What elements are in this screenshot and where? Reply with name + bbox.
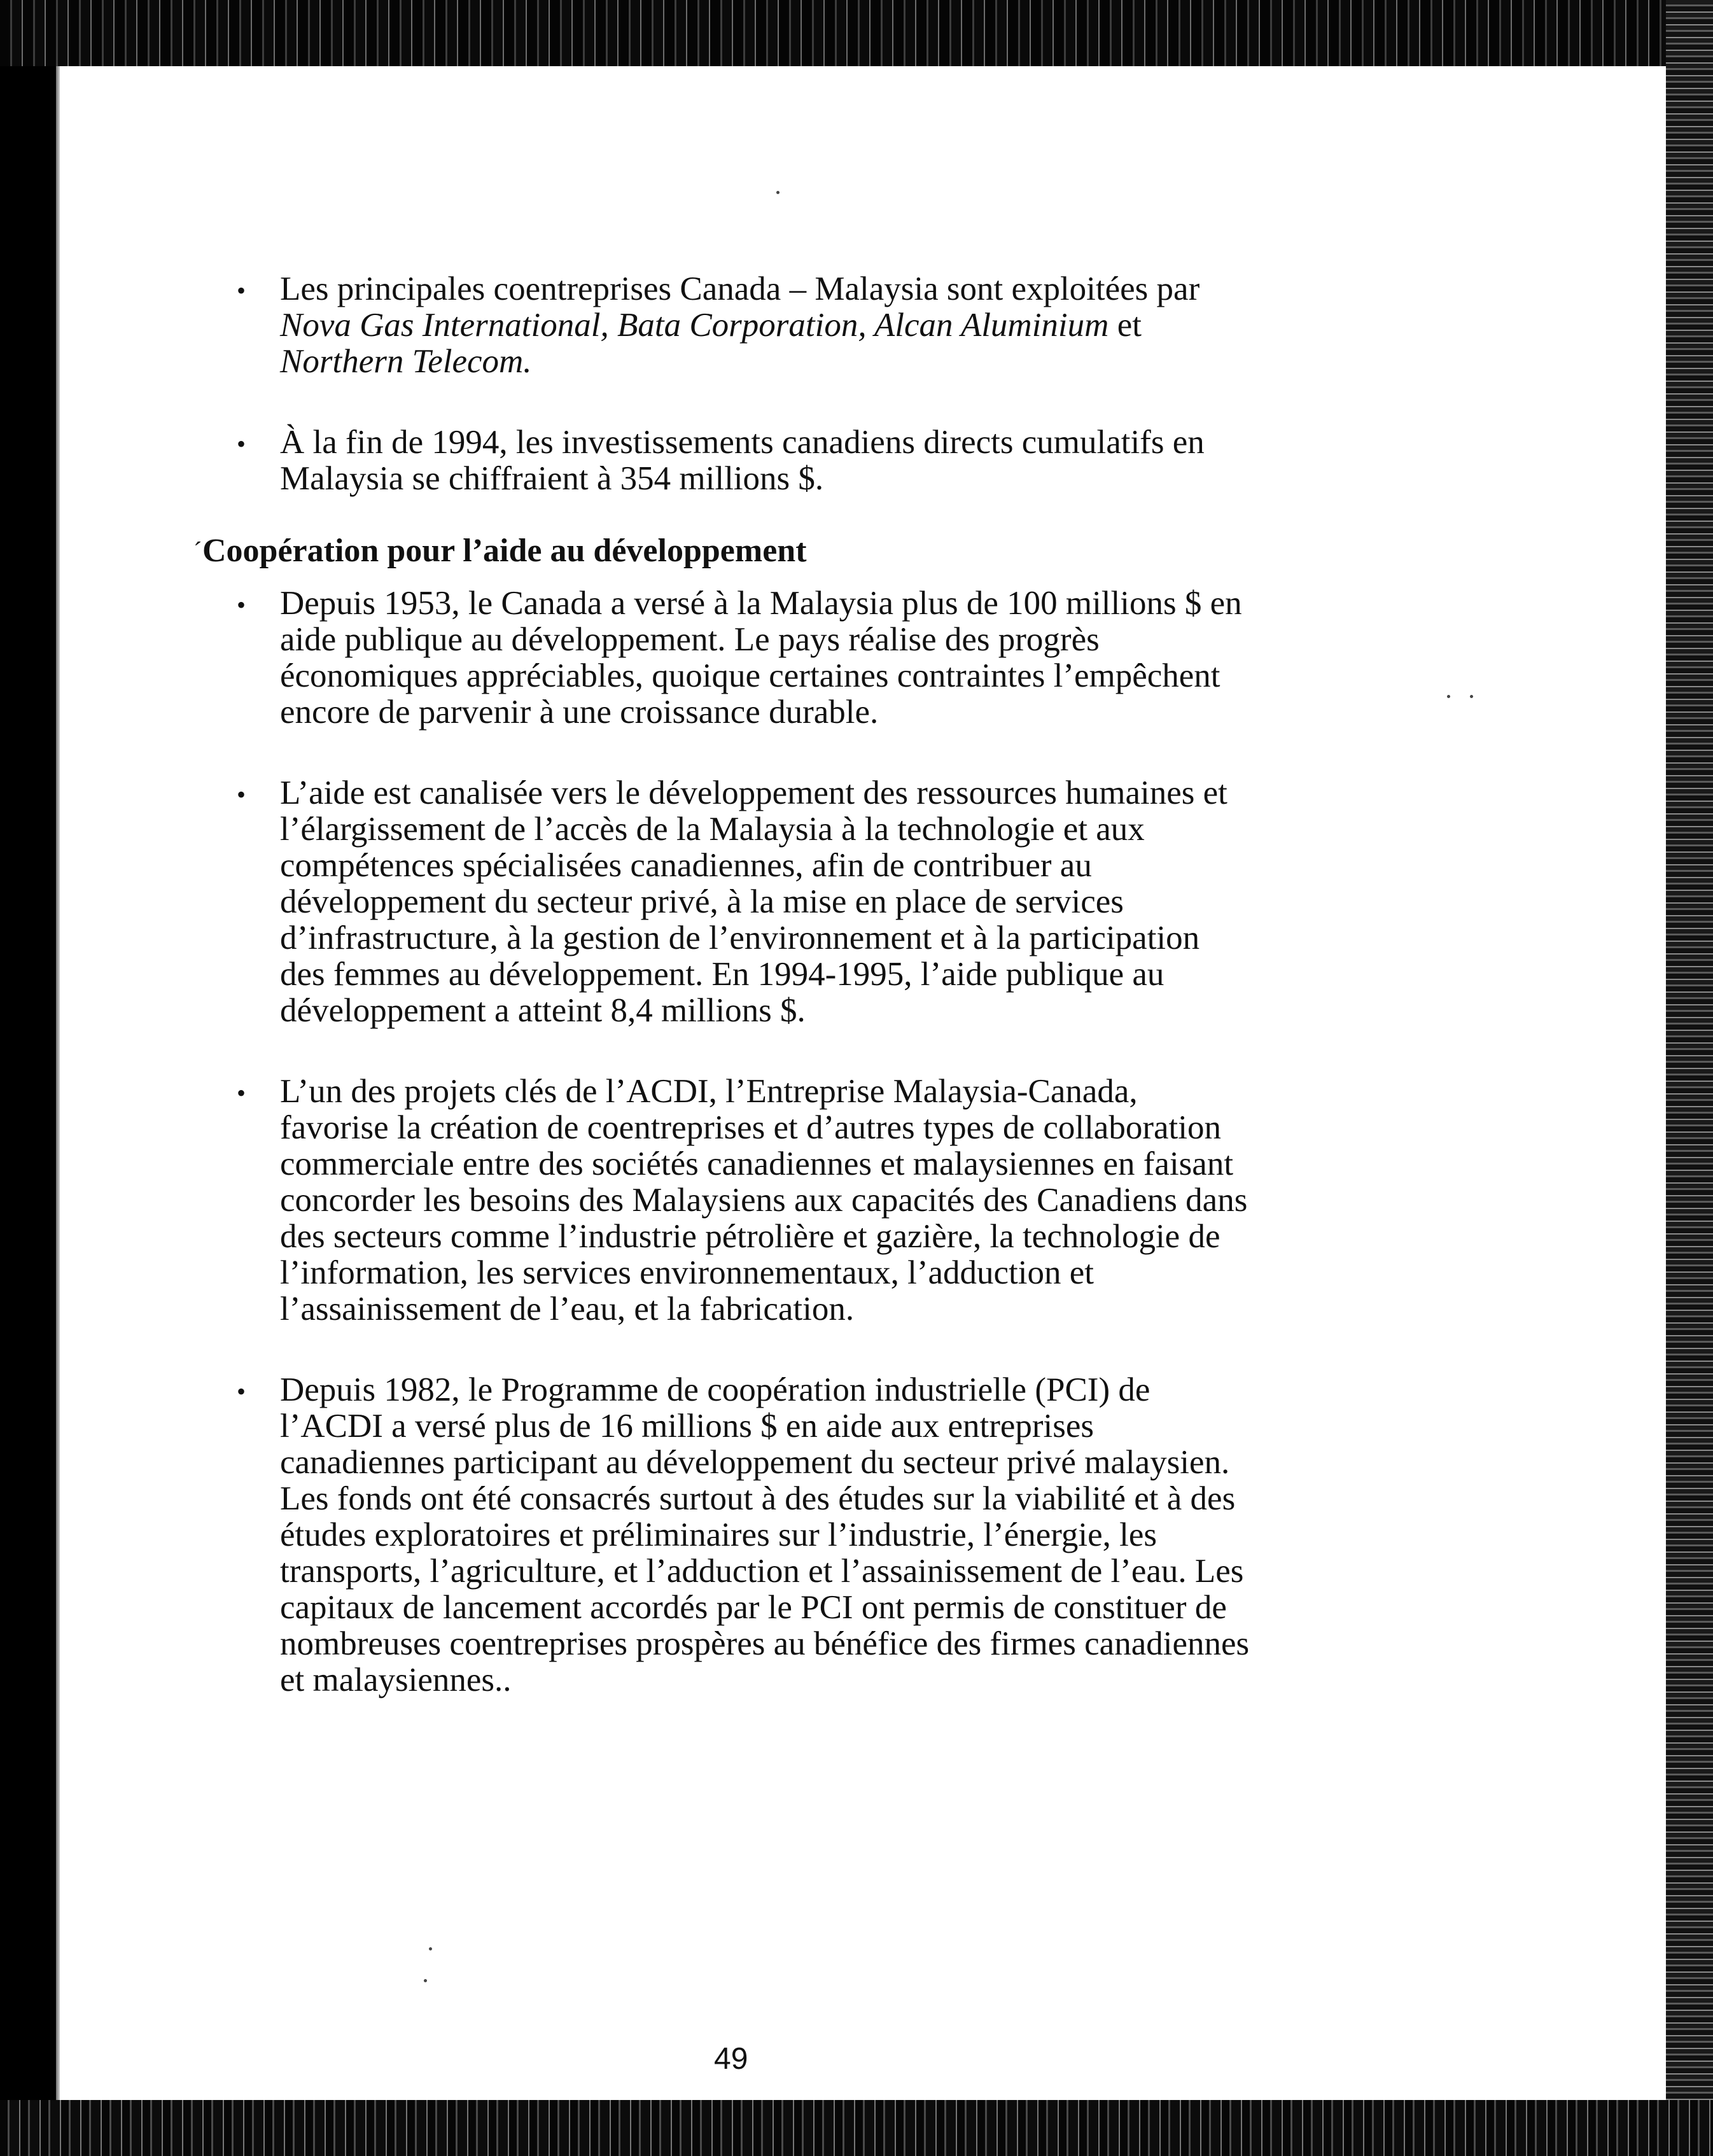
- text-line: développement du secteur privé, à la mise en place de services: [280, 883, 1124, 920]
- text-line: économiques appréciables, quoique certaines contraintes l’empêchent: [280, 657, 1220, 694]
- text-line: l’assainissement de l’eau, et la fabrication.: [280, 1291, 855, 1327]
- text-line: des secteurs comme l’industrie pétrolière et gazière, la technologie de: [280, 1218, 1220, 1255]
- company-name: Northern Telecom.: [280, 343, 532, 380]
- text-line: nombreuses coentreprises prospères au bénéfice des firmes canadiennes: [280, 1625, 1250, 1662]
- bullet-text: [280, 1074, 1362, 1327]
- bullet-icon: •: [237, 430, 246, 458]
- section-heading-text: Coopération pour l’aide au développement: [202, 533, 807, 569]
- bullet-icon: •: [237, 1377, 246, 1406]
- text-line: développement a atteint 8,4 millions $.: [280, 992, 806, 1029]
- bullet-text: [280, 585, 1362, 731]
- text-line: l’élargissement de l’accès de la Malaysia à la technologie et aux: [280, 811, 1145, 848]
- text-line: compétences spécialisées canadiennes, afin de contribuer au: [280, 847, 1092, 884]
- text-line: Depuis 1982, le Programme de coopération industrielle (PCI) de: [280, 1371, 1150, 1408]
- text-line: l’ACDI a versé plus de 16 millions $ en aide aux entreprises: [280, 1408, 1094, 1445]
- bullet-icon: •: [237, 591, 246, 619]
- text-line: encore de parvenir à une croissance durable.: [280, 694, 879, 731]
- bullet-item: [237, 424, 1362, 497]
- scan-speck: [776, 191, 780, 194]
- section-heading: [193, 533, 1362, 569]
- bullet-item: [237, 1371, 1362, 1698]
- bullet-text: [280, 1372, 1362, 1698]
- scan-border-right: [1666, 0, 1713, 2156]
- bullet-item: [237, 585, 1362, 731]
- section-bullet-list: [237, 585, 1362, 1698]
- scan-border-bottom: [0, 2100, 1713, 2156]
- text-fragment: et: [1108, 307, 1142, 344]
- text-line: études exploratoires et préliminaires sur l’industrie, l’énergie, les: [280, 1516, 1157, 1553]
- scan-speck: [429, 1947, 432, 1950]
- text-line: Les fonds ont été consacrés surtout à des études sur la viabilité et à des: [280, 1480, 1236, 1517]
- text-line: des femmes au développement. En 1994-1995, l’aide publique au: [280, 956, 1164, 993]
- scan-speck: [1447, 695, 1450, 698]
- bullet-icon: •: [237, 276, 246, 305]
- text-line: transports, l’agriculture, et l’adduction et l’assainissement de l’eau. Les: [280, 1553, 1244, 1590]
- text-line: Les principales coentreprises Canada – Malaysia sont exploitées par: [280, 270, 1200, 307]
- text-line: Depuis 1953, le Canada a versé à la Malaysia plus de 100 millions $ en: [280, 585, 1242, 622]
- bullet-item: [237, 774, 1362, 1029]
- text-line: concorder les besoins des Malaysiens aux capacités des Canadiens dans: [280, 1182, 1248, 1219]
- text-line: d’infrastructure, à la gestion de l’environnement et à la participation: [280, 920, 1200, 956]
- text-line: et malaysiennes..: [280, 1662, 512, 1698]
- scan-speck: [1470, 695, 1473, 698]
- text-line: canadiennes participant au développement du secteur privé malaysien.: [280, 1444, 1230, 1481]
- body-text: [193, 270, 1362, 1698]
- binding-edge: [50, 66, 60, 2100]
- text-line: Malaysia se chiffraient à 354 millions $.: [280, 460, 824, 497]
- bullet-icon: •: [237, 1079, 246, 1107]
- page-number: 49: [714, 2042, 748, 2076]
- bullet-item: [237, 270, 1362, 380]
- bullet-item: [237, 1073, 1362, 1327]
- text-line: l’information, les services environnementaux, l’adduction et: [280, 1254, 1094, 1291]
- bullet-text: [280, 424, 1362, 497]
- text-line: commerciale entre des sociétés canadiennes et malaysiennes en faisant: [280, 1145, 1234, 1182]
- text-line: aide publique au développement. Le pays réalise des progrès: [280, 621, 1100, 658]
- text-line: À la fin de 1994, les investissements canadiens directs cumulatifs en: [280, 424, 1205, 461]
- scan-border-top: [0, 0, 1713, 66]
- text-line: [280, 307, 1362, 344]
- scan-speck: [424, 1979, 427, 1982]
- text-line: favorise la création de coentreprises et d’autres types de collaboration: [280, 1109, 1221, 1146]
- text-line: L’aide est canalisée vers le développement des ressources humaines et: [280, 774, 1227, 811]
- text-line: capitaux de lancement accordés par le PCI ont permis de constituer de: [280, 1589, 1227, 1626]
- company-names: Nova Gas International, Bata Corporation, Alcan Aluminium: [280, 307, 1109, 344]
- text-line: L’un des projets clés de l’ACDI, l’Entreprise Malaysia-Canada,: [280, 1073, 1138, 1110]
- bullet-text: [280, 271, 1362, 380]
- scan-mark: ´: [193, 536, 202, 565]
- document-page: [50, 66, 1666, 2100]
- bullet-text: [280, 775, 1362, 1029]
- bullet-icon: •: [237, 780, 246, 809]
